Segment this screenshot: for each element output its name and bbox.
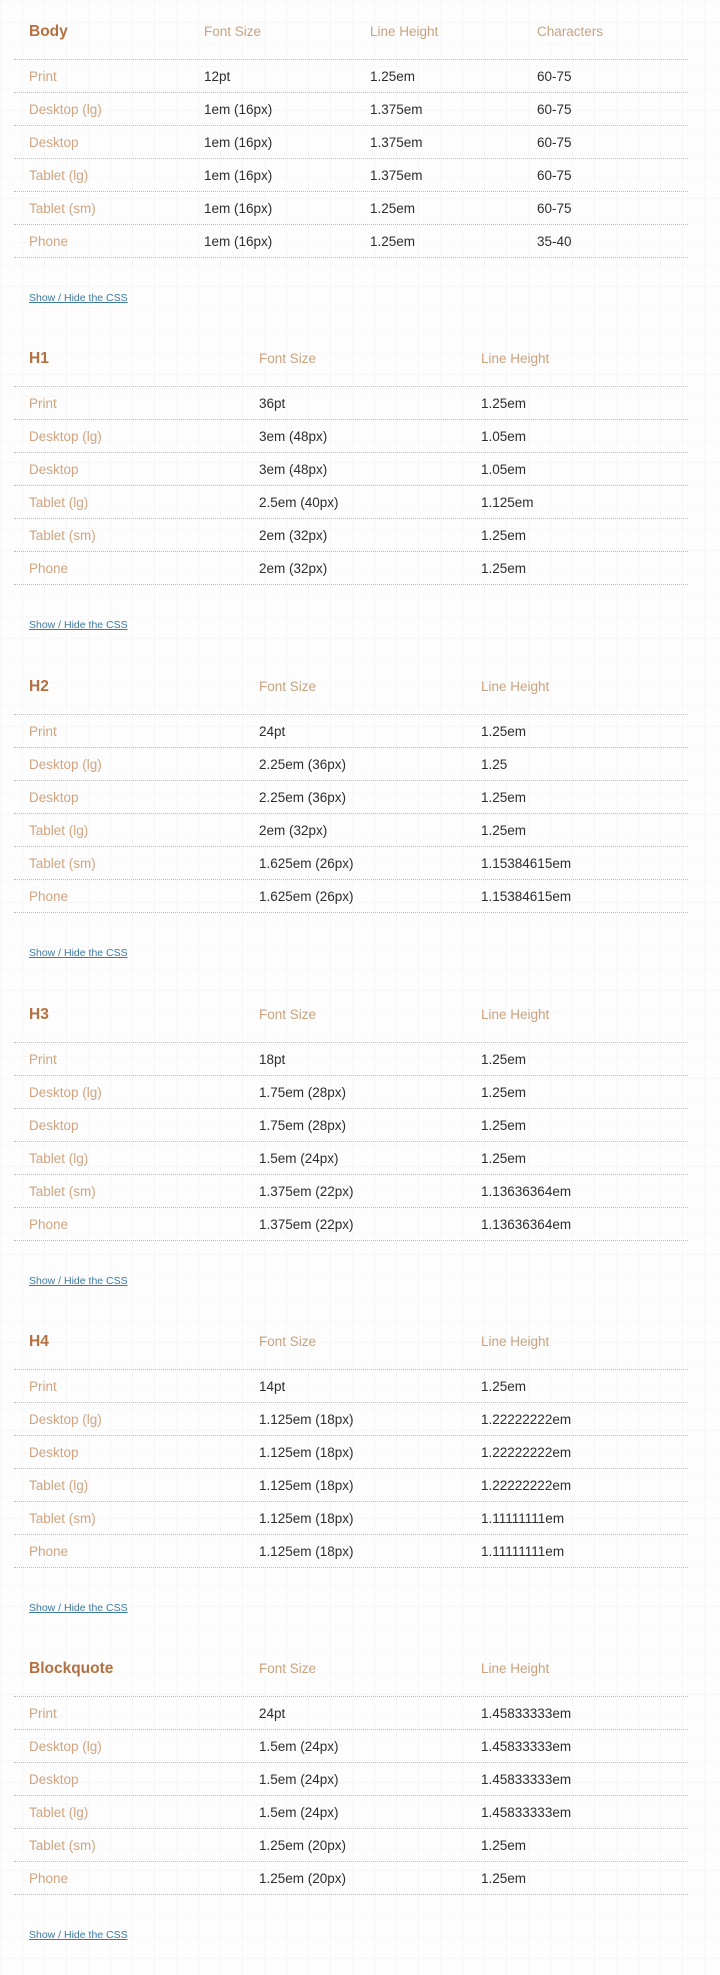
font-size-value: 1.375em (22px) bbox=[259, 1217, 354, 1232]
row-label: Phone bbox=[29, 1217, 69, 1232]
line-height-value: 1.375em bbox=[370, 168, 423, 183]
font-size-value: 1.5em (24px) bbox=[259, 1739, 339, 1754]
line-height-value: 1.15384615em bbox=[481, 889, 572, 904]
row-label: Desktop (lg) bbox=[29, 102, 102, 117]
table-row bbox=[14, 126, 688, 159]
table-row bbox=[14, 420, 688, 453]
line-height-value: 1.25em bbox=[481, 724, 527, 739]
line-height-value: 1.25em bbox=[481, 1379, 527, 1394]
row-label: Desktop (lg) bbox=[29, 1412, 102, 1427]
line-height-value: 1.25em bbox=[370, 69, 416, 84]
characters-value: 35-40 bbox=[537, 234, 572, 249]
column-header-line-height: Line Height bbox=[481, 1007, 550, 1022]
font-size-value: 14pt bbox=[259, 1379, 286, 1394]
table-row bbox=[14, 387, 688, 420]
line-height-value: 1.25em bbox=[481, 561, 527, 576]
table-row bbox=[14, 1469, 688, 1502]
section-h4 bbox=[14, 1320, 688, 1648]
table-row bbox=[14, 453, 688, 486]
font-size-value: 1.75em (28px) bbox=[259, 1118, 347, 1133]
line-height-value: 1.25em bbox=[481, 1052, 527, 1067]
row-label: Print bbox=[29, 396, 57, 411]
font-size-value: 2em (32px) bbox=[259, 823, 328, 838]
show-hide-css-link[interactable]: Show / Hide the CSS bbox=[29, 1275, 128, 1287]
section-heading: H3 bbox=[29, 1006, 49, 1023]
table-row bbox=[14, 519, 688, 552]
table-row bbox=[14, 814, 688, 847]
row-label: Tablet (lg) bbox=[29, 1805, 89, 1820]
table-row bbox=[14, 1436, 688, 1469]
table-row bbox=[14, 781, 688, 814]
row-label: Tablet (sm) bbox=[29, 1184, 96, 1199]
font-size-value: 1.25em (20px) bbox=[259, 1838, 347, 1853]
row-label: Desktop bbox=[29, 790, 79, 805]
line-height-value: 1.13636364em bbox=[481, 1217, 572, 1232]
characters-value: 60-75 bbox=[537, 135, 572, 150]
line-height-value: 1.25em bbox=[370, 234, 416, 249]
font-size-value: 1.125em (18px) bbox=[259, 1511, 354, 1526]
line-height-value: 1.05em bbox=[481, 429, 527, 444]
row-label: Print bbox=[29, 69, 57, 84]
line-height-value: 1.45833333em bbox=[481, 1805, 572, 1820]
row-label: Desktop bbox=[29, 1445, 79, 1460]
characters-value: 60-75 bbox=[537, 102, 572, 117]
font-size-value: 1em (16px) bbox=[204, 201, 273, 216]
font-size-value: 2.5em (40px) bbox=[259, 495, 339, 510]
font-size-value: 1.125em (18px) bbox=[259, 1544, 354, 1559]
font-size-value: 1.25em (20px) bbox=[259, 1871, 347, 1886]
table-header-row bbox=[14, 1320, 688, 1370]
table-row bbox=[14, 1208, 688, 1241]
font-size-value: 36pt bbox=[259, 396, 286, 411]
line-height-value: 1.125em bbox=[481, 495, 534, 510]
row-label: Print bbox=[29, 1706, 57, 1721]
column-header-font-size: Font Size bbox=[259, 1334, 317, 1349]
row-label: Tablet (lg) bbox=[29, 168, 89, 183]
font-size-value: 2.25em (36px) bbox=[259, 757, 347, 772]
table-row bbox=[14, 1175, 688, 1208]
row-label: Tablet (sm) bbox=[29, 856, 96, 871]
font-size-value: 1.5em (24px) bbox=[259, 1772, 339, 1787]
font-size-value: 1em (16px) bbox=[204, 135, 273, 150]
table-row bbox=[14, 1076, 688, 1109]
column-header-line-height: Line Height bbox=[370, 24, 439, 39]
line-height-value: 1.25em bbox=[481, 1838, 527, 1853]
row-label: Tablet (sm) bbox=[29, 1511, 96, 1526]
table-row bbox=[14, 847, 688, 880]
table-row bbox=[14, 1829, 688, 1862]
characters-value: 60-75 bbox=[537, 69, 572, 84]
line-height-value: 1.22222222em bbox=[481, 1445, 572, 1460]
row-label: Tablet (sm) bbox=[29, 1838, 96, 1853]
section-heading: Body bbox=[29, 23, 68, 40]
font-size-value: 1.375em (22px) bbox=[259, 1184, 354, 1199]
row-label: Desktop (lg) bbox=[29, 1739, 102, 1754]
line-height-value: 1.25em bbox=[481, 528, 527, 543]
row-label: Tablet (lg) bbox=[29, 823, 89, 838]
line-height-value: 1.25em bbox=[481, 823, 527, 838]
row-label: Print bbox=[29, 1379, 57, 1394]
column-header-line-height: Line Height bbox=[481, 1661, 550, 1676]
section-h3 bbox=[14, 993, 688, 1321]
section-h1 bbox=[14, 337, 688, 665]
column-header-line-height: Line Height bbox=[481, 351, 550, 366]
row-label: Desktop (lg) bbox=[29, 429, 102, 444]
font-size-value: 12pt bbox=[204, 69, 231, 84]
table-row bbox=[14, 1403, 688, 1436]
table-header-row bbox=[14, 1647, 688, 1697]
row-label: Print bbox=[29, 1052, 57, 1067]
line-height-value: 1.25em bbox=[370, 201, 416, 216]
font-size-value: 18pt bbox=[259, 1052, 286, 1067]
column-header-line-height: Line Height bbox=[481, 679, 550, 694]
font-size-value: 2em (32px) bbox=[259, 561, 328, 576]
row-label: Phone bbox=[29, 561, 69, 576]
show-hide-css-link[interactable]: Show / Hide the CSS bbox=[29, 619, 128, 631]
show-hide-css-link[interactable]: Show / Hide the CSS bbox=[29, 1929, 128, 1941]
table-row bbox=[14, 1697, 688, 1730]
show-hide-css-link[interactable]: Show / Hide the CSS bbox=[29, 1602, 128, 1614]
row-label: Desktop (lg) bbox=[29, 1085, 102, 1100]
row-label: Desktop (lg) bbox=[29, 757, 102, 772]
line-height-value: 1.15384615em bbox=[481, 856, 572, 871]
line-height-value: 1.45833333em bbox=[481, 1739, 572, 1754]
section-heading: H1 bbox=[29, 350, 49, 367]
section-heading: H4 bbox=[29, 1333, 49, 1350]
table-row bbox=[14, 1763, 688, 1796]
font-size-value: 1.5em (24px) bbox=[259, 1151, 339, 1166]
font-size-value: 2em (32px) bbox=[259, 528, 328, 543]
row-label: Print bbox=[29, 724, 57, 739]
line-height-value: 1.11111111em bbox=[481, 1544, 565, 1559]
row-label: Desktop bbox=[29, 462, 79, 477]
table-row bbox=[14, 1109, 688, 1142]
table-row bbox=[14, 880, 688, 913]
table-row bbox=[14, 552, 688, 585]
section-h2 bbox=[14, 665, 688, 993]
table-row bbox=[14, 715, 688, 748]
column-header-font-size: Font Size bbox=[259, 1007, 317, 1022]
table-row bbox=[14, 60, 688, 93]
font-size-value: 1.125em (18px) bbox=[259, 1412, 354, 1427]
font-size-value: 1.125em (18px) bbox=[259, 1478, 354, 1493]
font-size-value: 1.625em (26px) bbox=[259, 856, 354, 871]
row-label: Tablet (lg) bbox=[29, 1478, 89, 1493]
line-height-value: 1.25em bbox=[481, 1151, 527, 1166]
row-label: Phone bbox=[29, 1871, 69, 1886]
table-row bbox=[14, 1730, 688, 1763]
table-row bbox=[14, 1535, 688, 1568]
column-header-font-size: Font Size bbox=[259, 1661, 317, 1676]
table-header-row bbox=[14, 993, 688, 1043]
section-heading: H2 bbox=[29, 678, 49, 695]
table-row bbox=[14, 1370, 688, 1403]
line-height-value: 1.22222222em bbox=[481, 1412, 572, 1427]
line-height-value: 1.25em bbox=[481, 1118, 527, 1133]
show-hide-css-link[interactable]: Show / Hide the CSS bbox=[29, 947, 128, 959]
line-height-value: 1.375em bbox=[370, 102, 423, 117]
table-row bbox=[14, 225, 688, 258]
font-size-value: 1em (16px) bbox=[204, 102, 273, 117]
column-header-font-size: Font Size bbox=[259, 679, 317, 694]
row-label: Phone bbox=[29, 234, 69, 249]
line-height-value: 1.45833333em bbox=[481, 1706, 572, 1721]
table-row bbox=[14, 1862, 688, 1895]
font-size-value: 1.125em (18px) bbox=[259, 1445, 354, 1460]
table-row bbox=[14, 93, 688, 126]
line-height-value: 1.22222222em bbox=[481, 1478, 572, 1493]
table-row bbox=[14, 1043, 688, 1076]
font-size-value: 1em (16px) bbox=[204, 168, 273, 183]
line-height-value: 1.25em bbox=[481, 1085, 527, 1100]
line-height-value: 1.375em bbox=[370, 135, 423, 150]
font-size-value: 24pt bbox=[259, 1706, 286, 1721]
row-label: Desktop bbox=[29, 1772, 79, 1787]
row-label: Phone bbox=[29, 1544, 69, 1559]
font-size-value: 1.5em (24px) bbox=[259, 1805, 339, 1820]
column-header-font-size: Font Size bbox=[259, 351, 317, 366]
row-label: Tablet (lg) bbox=[29, 1151, 89, 1166]
table-header-row bbox=[14, 10, 688, 60]
line-height-value: 1.25em bbox=[481, 790, 527, 805]
line-height-value: 1.11111111em bbox=[481, 1511, 565, 1526]
characters-value: 60-75 bbox=[537, 201, 572, 216]
line-height-value: 1.13636364em bbox=[481, 1184, 572, 1199]
font-size-value: 2.25em (36px) bbox=[259, 790, 347, 805]
font-size-value: 1.625em (26px) bbox=[259, 889, 354, 904]
line-height-value: 1.45833333em bbox=[481, 1772, 572, 1787]
table-header-row bbox=[14, 337, 688, 387]
table-row bbox=[14, 1502, 688, 1535]
table-row bbox=[14, 1796, 688, 1829]
row-label: Tablet (sm) bbox=[29, 201, 96, 216]
font-size-value: 3em (48px) bbox=[259, 429, 328, 444]
line-height-value: 1.25em bbox=[481, 1871, 527, 1886]
line-height-value: 1.25em bbox=[481, 396, 527, 411]
row-label: Tablet (lg) bbox=[29, 495, 89, 510]
font-size-value: 1.75em (28px) bbox=[259, 1085, 347, 1100]
row-label: Desktop bbox=[29, 1118, 79, 1133]
show-hide-css-link[interactable]: Show / Hide the CSS bbox=[29, 292, 128, 304]
column-header-line-height: Line Height bbox=[481, 1334, 550, 1349]
table-row bbox=[14, 486, 688, 519]
table-header-row bbox=[14, 665, 688, 715]
font-size-value: 1em (16px) bbox=[204, 234, 273, 249]
section-heading: Blockquote bbox=[29, 1660, 114, 1677]
font-size-value: 24pt bbox=[259, 724, 286, 739]
row-label: Phone bbox=[29, 889, 69, 904]
row-label: Tablet (sm) bbox=[29, 528, 96, 543]
line-height-value: 1.05em bbox=[481, 462, 527, 477]
table-row bbox=[14, 748, 688, 781]
characters-value: 60-75 bbox=[537, 168, 572, 183]
table-row bbox=[14, 192, 688, 225]
column-header-characters: Characters bbox=[537, 24, 604, 39]
row-label: Desktop bbox=[29, 135, 79, 150]
section-blockquote bbox=[14, 1647, 688, 1975]
font-size-value: 3em (48px) bbox=[259, 462, 328, 477]
line-height-value: 1.25 bbox=[481, 757, 508, 772]
table-row bbox=[14, 159, 688, 192]
column-header-font-size: Font Size bbox=[204, 24, 262, 39]
section-body bbox=[14, 10, 688, 338]
table-row bbox=[14, 1142, 688, 1175]
